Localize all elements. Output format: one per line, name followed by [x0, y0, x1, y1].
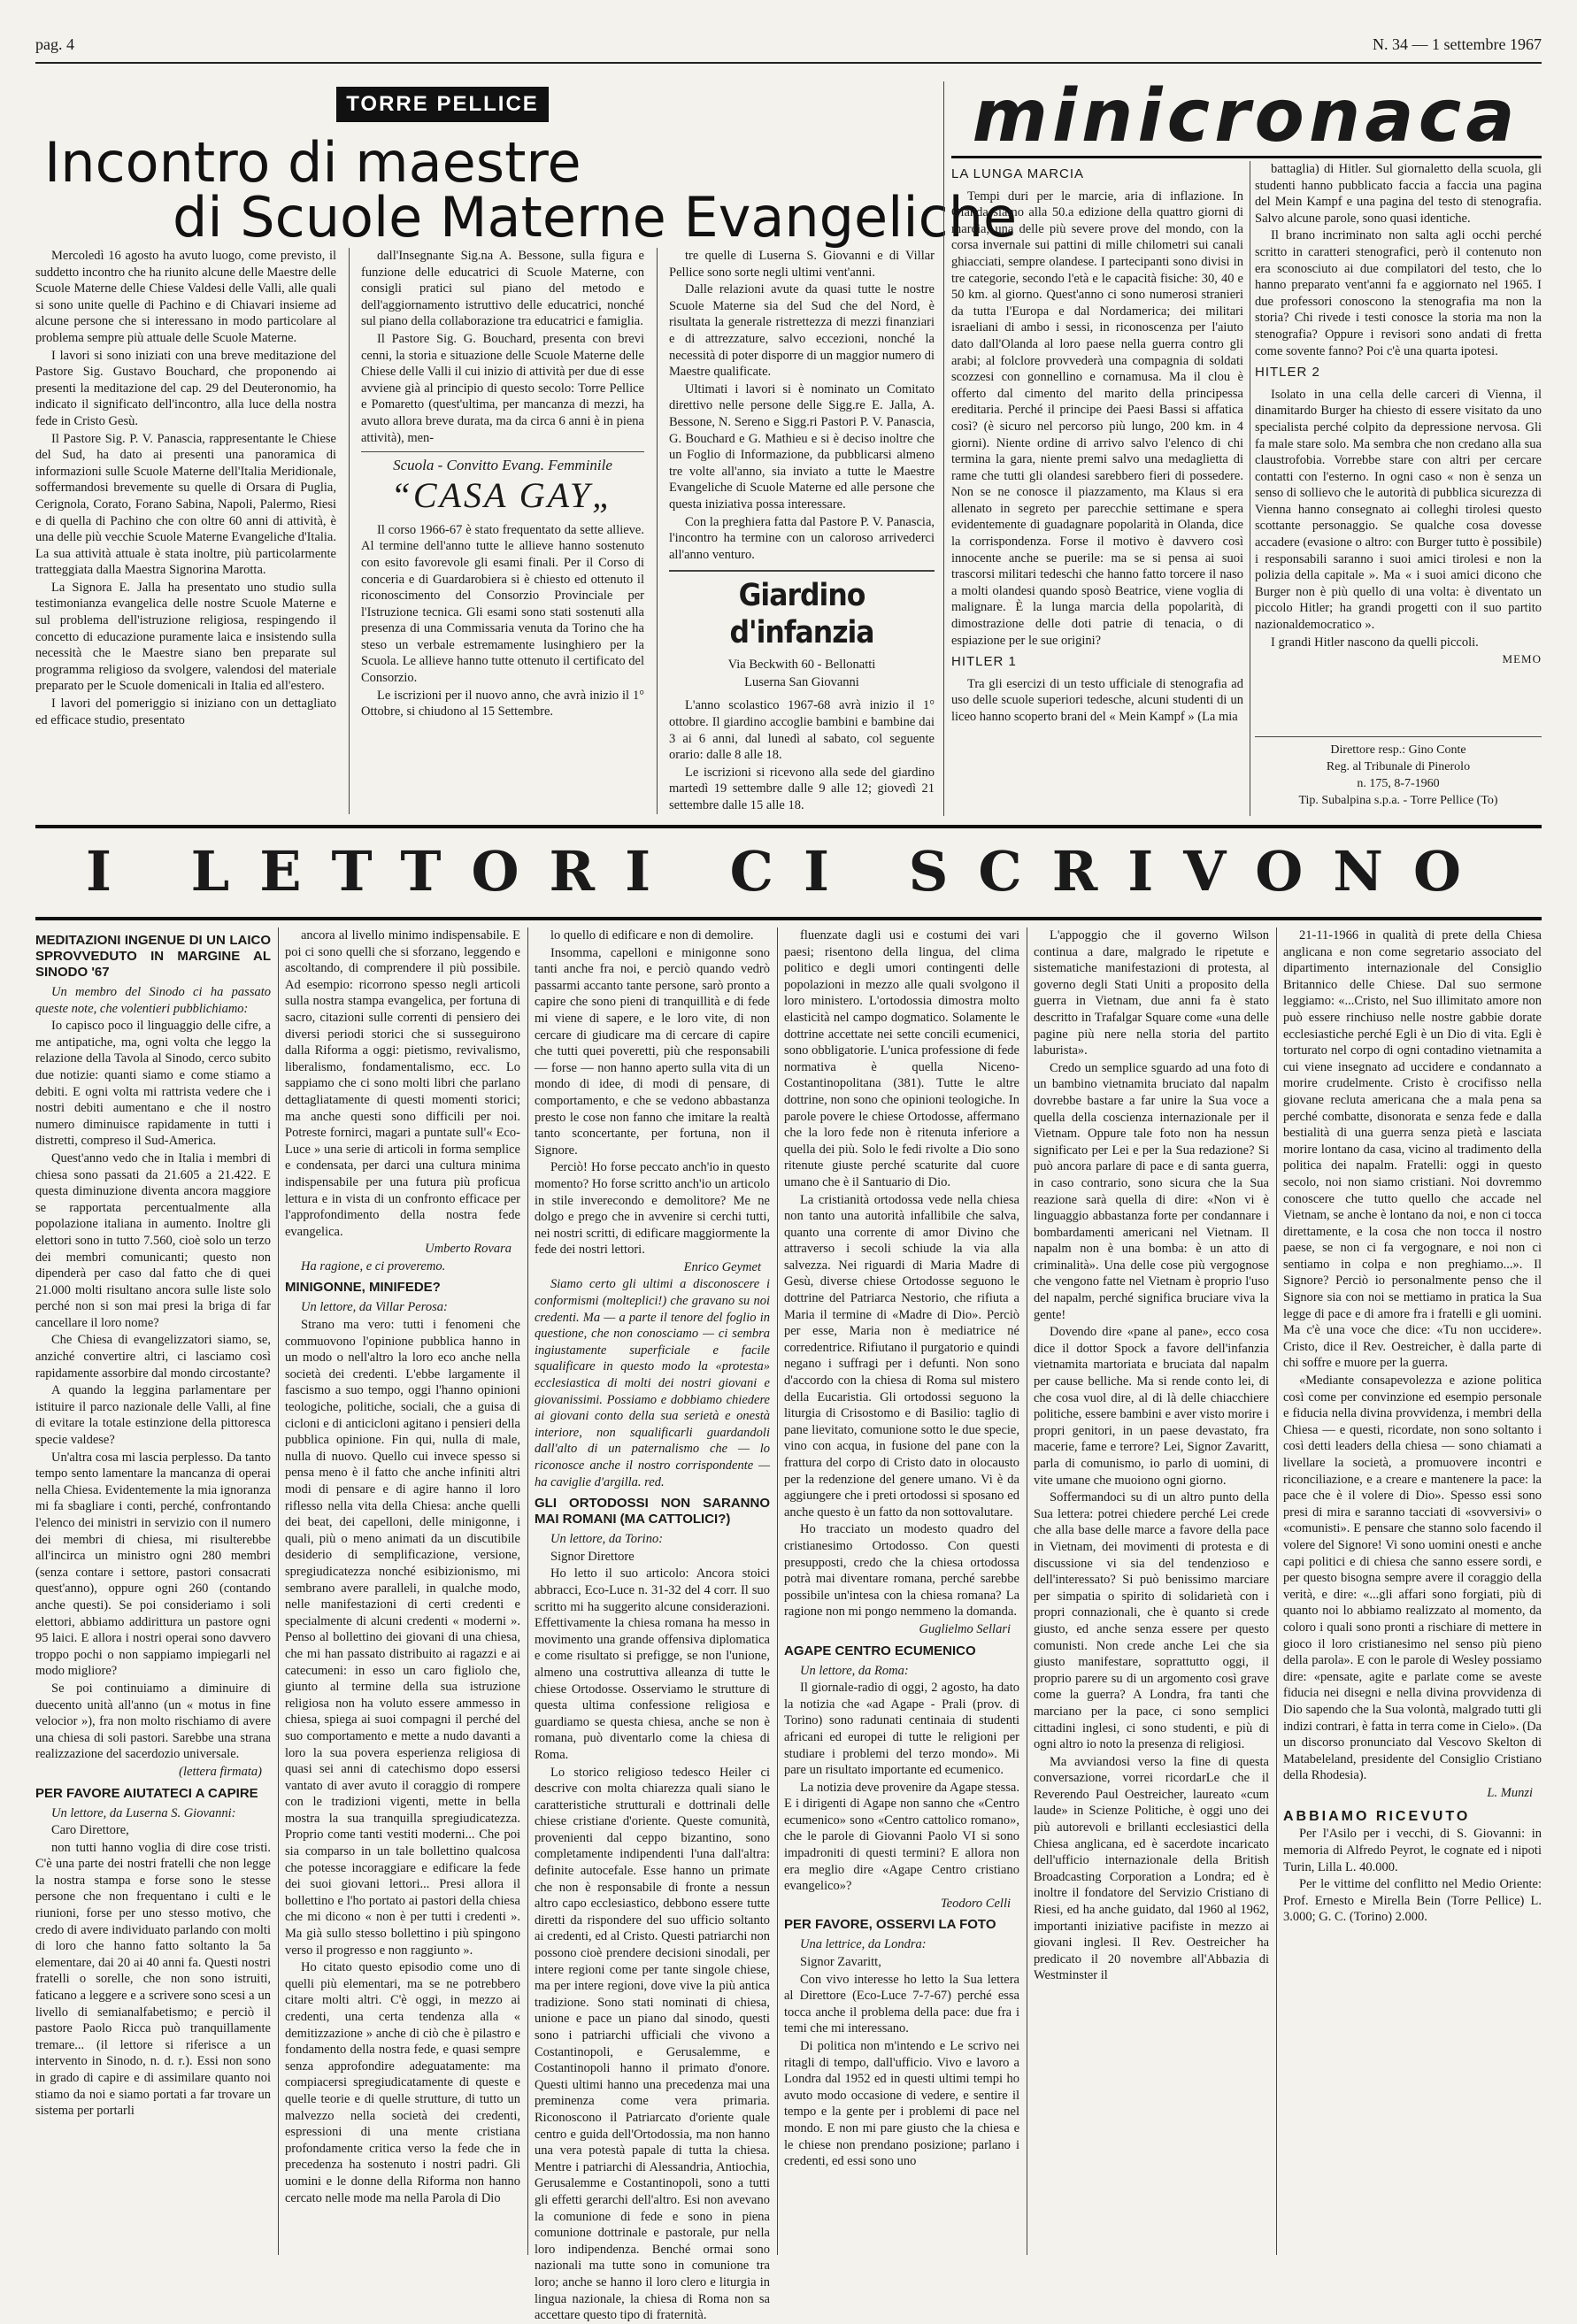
scuola-subhead: Scuola - Convitto Evang. Femminile: [393, 457, 612, 474]
box-rule: [361, 451, 644, 452]
minicronaca-paragraph: Tempi duri per le marcie, aria di inflazione. In Olanda siamo alla 50.a edizione della quattro giorni di marcia, una delle più severe prove del mondo, con la corsa invernale sui pattini di mille chilometri sui canali ghiacciati, sempre olandese. I partecipanti sono divisi in tre categorie, secondo l'età e le capacità fisiche: 30, 40 e 50 km. al giorno. Quest'anno ci sono numerosi stranieri da tutta l'Europa e dal Nordamerica; dei militari israeliani di ambo i sessi, in riconoscenza per l'aiuto dato dall'Olanda al loro paese nella guerra contro gli arabi; al folclore provvederà una compagnia di soldati scozzesi con gonnellino e cornamusa. Ma il clou è offerto dal cimento del marito della principessa ereditaria. Perché il principe dei Paesi Bassi si affatica così? (è sicuro nel percorso più lungo, 200 km. in 4 giorni). Niente ordine di arrivo salvo l'elenco di chi termina la gara, niente premi salvo una medaglietta di rame che tutti gli olandesi sarebbero fieri di possedere. Non se ne conosce il piazzamento, ma Klaus si era allenato in segreto per parecchie settimane e spera evidentemente di guadagnare popolarità in Olanda, dice la corrispondenza. Forse il motivo è davvero così innocente anche se puerile: ma se si pensa ai suoi trascorsi militari tedeschi che hanno fatto torcere il naso a molti olandesi quando sposò Beatrice, viene voglia di malignare. È la lunga marcia della popolarità, di dimostrazione delle doti patrie di tenacia, o di espiazione per le sue origini?: [951, 189, 1243, 648]
article-paragraph: I lavori del pomeriggio si iniziano con un dettagliato ed efficace studio, presentato: [35, 696, 336, 727]
minicronaca-paragraph: Tra gli esercizi di un testo ufficiale di stenografia ad uso delle scuole superiori tedesche, alcuni studenti di un liceo hanno scoperto brani del « Mein Kampf » (La mia: [951, 676, 1243, 724]
minicronaca-paragraph: Isolato in una cella delle carceri di Vienna, il dinamitardo Burger ha chiesto di essere visitato da uno specialista perché colpito da depressione nervosa. Gli fa male stare solo. Ma sembra che non credano alla sua claustrofobia. Vorrebbe stare con altri per cercare contatti con l'esterno. In ogni caso « non è senza un senso di sollievo che le autorità di pubblica sicurezza di Vienna hanno consegnato ai colleghi tirolesi questo scottante personaggio. Se qualche cosa dovesse accadere (evasione o altro: con Burger tutto è possibile) i responsabili saranno i suoi amici tirolesi e non la polizia della capitale ». Ma « i suoi amici dicono che Burger non è più quello di una volta: è diventato un piccolo Hitler; ha grandi progetti con il suo partito nazionaldemocratico ».: [1255, 387, 1542, 633]
article-paragraph: Con la preghiera fatta dal Pastore P. V. Panascia, l'incontro ha termine con un caloroso arrivederci all'anno venturo.: [669, 514, 935, 562]
letter-paragraph: ancora al livello minimo indispensabile. E poi ci sono quelli che si sforzano, leggendo e ascoltando, di comprendere il più possibile. Ad esempio: ricorrono spesso negli articoli sulla nostra stampa evangelica, per fortuna di sacro, citazioni sulle correnti di pensiero dei diversi periodi storici che si susseguirono dalla Riforma a oggi: pietismo, revivalismo, liberalismo, fondamentalismo, ecc. Lo sappiamo che ci sono molti libri che parlano dettagliatamente di questi momenti storici; ma anche questi sono difficili per noi. Potreste fornirci, magari a puntate sull'« Eco-Luce » una serie di articoli in forma semplice e condensata, per darci una cultura minima indispensabile per una futura più proficua lettura e in vista di un confronto efficace per l'approfondimento della nostra fede evangelica.: [285, 928, 520, 1239]
letter-paragraph: Per l'Asilo per i vecchi, di S. Giovanni: in memoria di Alfredo Peyrot, le cognate ed i nipoti Turin, Lilla L. 40.000.: [1283, 1827, 1542, 1874]
letter-paragraph: lo quello di edificare e non di demolire.: [550, 928, 754, 943]
letter-intro: Un lettore, da Roma:: [800, 1663, 909, 1678]
lead-column-1: [35, 248, 336, 814]
article-paragraph: Il Pastore Sig. P. V. Panascia, rappresentante le Chiese del Sud, ha dato ai presenti una panoramica di informazioni sulle Scuole Materne dell'Italia Meridionale, soffermandosi brevemente su quelle di Orsara di Puglia, Cerignola, Corato, Forano Sabina, Napoli, Palermo, Riesi e di quella di Pachino che con oltre 60 anni di attività, è una delle più vecchie Scuole Materne Evangeliche d'Italia. La sua attività attuale è stata inoltre, più particolarmente tratteggiata dalla Maestra Signorina Marotta.: [35, 431, 336, 578]
article-paragraph: Il Pastore Sig. G. Bouchard, presenta con brevi cenni, la storia e situazione delle Scuole Materne delle Chiese delle Valli il cui inizio di attività per due di esse avviene già al principio di questo secolo: Torre Pellice e Pomaretto (quest'ultima, per mancanza di mezzi, ha avuto allora breve durata, ma da circa 6 anni è in piena attività), men-: [361, 331, 644, 445]
casa-gay-paragraph: Il corso 1966-67 è stato frequentato da sette allieve. Al termine dell'anno tutte le allieve hanno sostenuto con esito favorevole gli esami finali. Per il Corso di conceria e di Guardarobiera si è chiesto ed ottenuto il riconoscimento del Consorzio Provinciale per l'Istruzione tecnica. Gli esami sono stati sostenuti alla presenza di una Commissaria venuta da Torino che ha steso un verbale estremamente lusinghiero per la Scuola. Le allieve hanno tutte ottenuto il certificato del Consorzio.: [361, 522, 644, 686]
lunga-marcia-title: LA LUNGA MARCIA: [951, 166, 1085, 181]
letter-intro: Un lettore, da Villar Perosa:: [301, 1300, 448, 1315]
letter-headline: MEDITAZIONI INGENUE DI UN LAICO SPROVVEDUTO IN MARGINE AL SINODO '67: [35, 933, 271, 980]
letter-signature: Guglielmo Sellari: [919, 1621, 1011, 1636]
letters-column-2: [285, 927, 520, 2255]
letters-column-3: [535, 927, 770, 2323]
letter-paragraph: Che Chiesa di evangelizzatori siamo, se, anziché convertire altri, ci lasciamo così rapidamente assorbire dal mondo circostante?: [35, 1333, 271, 1381]
hitler1-title: HITLER 1: [951, 654, 1017, 670]
article-paragraph: dall'Insegnante Sig.na A. Bessone, sulla figura e funzione delle educatrici di Scuole Materne, con consigli pratici sul piano del metodo e dell'aggiornamento istruttivo delle educatrici, nonché sul piano della collaborazione tra educatrici e famiglia.: [361, 249, 644, 329]
letters-column-6: [1283, 927, 1542, 2255]
letter-paragraph: Il giornale-radio di oggi, 2 agosto, ha dato la notizia che «ad Agape - Prali (prov. di Torino) sono radunati centinaia di studenti africani ed europei di tutte le religioni per studiare i problemi del terzo mondo». Mi pare un risultato importante ed ecumenico.: [784, 1681, 1019, 1778]
letter-intro: Un lettore, da Luserna S. Giovanni:: [51, 1805, 236, 1820]
letter-headline: GLI ORTODOSSI NON SARANNO MAI ROMANI (MA CATTOLICI?): [535, 1496, 770, 1528]
casa-gay-paragraph: Le iscrizioni per il nuovo anno, che avrà inizio il 1° Ottobre, si chiudono al 15 Settembre.: [361, 688, 644, 720]
letter-paragraph: Ho citato questo episodio come uno di quelli più elementari, ma se ne potrebbero citare molti altri. C'è oggi, in mezzo ai credenti, una certa tendenza alla « demitizzazione » anche di ciò che è pilastro e fondamento della nostra fede, e quasi sempre senza approfondire adeguatamente: ma compiacersi spregiudicatamente di queste e quelle teorie e di quelle strutture, di tutto un malvezzo nella società dei credenti, espressioni di una mente cristiana profondamente critica verso la fede che in precedenza ha sostenuto i nostri padri. Gli uomini e le donne della Riforma non hanno cercato nelle mode ma nella Parola di Dio: [285, 1960, 520, 2205]
column-divider: [278, 927, 279, 2255]
column-divider: [943, 81, 944, 816]
letter-intro: Ha ragione, e ci proveremo.: [301, 1258, 446, 1274]
letter-paragraph: Lo storico religioso tedesco Heiler ci descrive con molta chiarezza quali siano le caratteristiche strutturali e dottrinali delle chiese cristiane d'oriente. Queste comunità, provenienti dal ceppo bizantino, sono completamente indipendenti l'una dall'altra: definite autocefale. Esse hanno un primate che non è responsabile di fronte a nessun altro capo ecclesiastico, debbono essere tutte diretti da rispondere del suo ufficio soltanto ai credenti, ed al Cristo. Questi patriarchi non possono cioè prendere decisioni sinodali, per intere regioni come per tante singole chiese, ma per intere regioni, dove vive la più antica tradizione. Sono stati nominati di chiesa, unione e pace un piano dal sinodo, questi sono i patriarchi ufficiali che vivono a Costantinopoli, e Gerusalemme, e Costantinopoli hanno il primato d'onore. Questi ultimi hanno una precedenza mai una preminenza come vera primaria. Riconoscono il Patriarcato d'oriente quale centro e guida dell'Ortodossia, ma non hanno una vera potestà papale di tutta la chiesa. Mentre i patriarchi di Alessandria, Antiochia, Gerusalemme e Costantinopoli, sono a tutti gli effetti gerarchi dell'altro. Esi non avevano la comunione di fede e sono in piena comunione dottrinale e pastorale, pur nella loro indipendenza. Benché ormai sono nazionali ma tutte sono in comunione tra loro; anche se hanno il loro clero e liturgia in lingua nazionale, la chiesa di Roma non sa accettare questo tipo di fraternità.: [535, 1765, 770, 2323]
page-number: pag. 4: [35, 35, 74, 53]
letter-paragraph: Io capisco poco il linguaggio delle cifre, a me antipatiche, ma, ogni volta che leggo la relazione della Tavola al Sinodo, cerco subito due notizie: quanti siamo e come stiamo a debiti. E ogni volta mi rattrista vedere che i nostri debiti aumentano e che il nostro numero diminuisce rapidamente in tutti i distretti, compreso il Sud-America.: [35, 1019, 271, 1149]
letters-column-1: [35, 927, 271, 2255]
imprint-registration: Reg. al Tribunale di Pinerolo: [1326, 760, 1471, 773]
abbiamo-ricevuto-heading: ABBIAMO RICEVUTO: [1283, 1809, 1471, 1825]
article-paragraph: La Signora E. Jalla ha presentato uno studio sulla testimonianza evangelica delle nostre Scuole Materne e sul problema dell'istruzione religiosa, respingendo il concetto di educazione puramente laica e insistendo sulla necessità che le Maestre siano ben preparate sul programma religioso da svolgere, valendosi del materiale preparato per le Scuole domenicali in Italia ed all'estero.: [35, 580, 336, 694]
imprint-number: n. 175, 8-7-1960: [1357, 777, 1440, 790]
letter-paragraph: Ma avviandosi verso la fine di questa conversazione, vorrei ricordarLe che il Reverendo Paul Oestreicher, laureato «cum laude» in Scienze Politiche, è oggi uno dei più autorevoli e brillanti ecclesiastici della Chiesa anglicana, ed è sacerdote incaricato dell'ufficio internazionale della British Broadcasting Corporation a Londra; ed è inoltre il fondatore del Servizio Cristiano di Riesi, ed ha anche guidato, dal 1960 al 1962, importanti iniziative pacifiste in mezzo ai giovani inglesi. Il Rev. Oestreicher ha predicato il 20 novembre all'Abbazia di Westminster il: [1034, 1754, 1269, 1983]
minicronaca-column-1: [951, 161, 1243, 816]
letter-intro: Siamo certo gli ultimi a disconoscere i conformismi (molteplici!) che gravano su noi credenti. Ma — a parte il tenore del foglio in questione, che non conosciamo — ci sembra ingiustamente superficiale e facile squalificare in questo modo la «protesta» ecclesiastica di molti dei nostri giovani e giovanissimi. Possiamo e dobbiamo chiedere ai giovani conto della sua serietà e onestà interiore, non squalificarli guardandoli dall'alto di un paternalismo che — lo riconosce anche il nostro corrispondente — ha caviglie d'argilla. red.: [535, 1277, 770, 1489]
letter-paragraph: Signor Direttore: [550, 1549, 635, 1564]
column-divider: [657, 248, 658, 814]
article-paragraph: I lavori si sono iniziati con una breve meditazione del Pastore Sig. Gustavo Bouchard, che proponendo ai presenti la meditazione del cap. 29 del Deuteronomio, ha indicato il significato dell'incontro, alla luce della nostra fede in Cristo Gesù.: [35, 348, 336, 428]
giardino-paragraph: Le iscrizioni si ricevono alla sede del giardino martedì 19 settembre dalle 9 alle 12; giovedì 21 settembre dalle 15 alle 18.: [669, 765, 935, 813]
letter-paragraph: Soffermandoci su di un altro punto della Sua lettera: potrei chiedere perché Lei crede che alla base delle marce a favore della pace in Vietnam, dei movimenti di protesta e di discussione vi sia del tendenzioso e dell'interessato? Si può benissimo marciare per simpatia o spirito di solidarietà con i propri connazionali, che è quanto si crede giusto, ed anche senza essere per questo comunisti. Non crede anche Lei che sia giusto manifestare, soprattutto oggi, il proprio parere su di un argomento così grave come la guerra? A Londra, fra tanti che marciano per la pace, ci sono semplici cittadini inglesi, ci sono studenti, e più di ogni altro io noto la presenza di religiosi.: [1034, 1490, 1269, 1752]
headline-line1: Incontro di maestre: [44, 130, 581, 195]
letter-paragraph: La notizia deve provenire da Agape stessa. E i dirigenti di Agape non sanno che «Centro ecumenico» sono «Centro cattolico romano», che le parole di Giovanni Paolo VI si sono impadroniti di questi termini? E allora non era meglio dire «Agape Centro cristiano evangelico»?: [784, 1780, 1019, 1894]
letter-paragraph: Per le vittime del conflitto nel Medio Oriente: Prof. Ernesto e Mirella Bein (Torre Pellice) L. 3.000; G. C. (Torino) 2.000.: [1283, 1877, 1542, 1925]
letter-paragraph: Se poi continuiamo a diminuire di duecento unità all'anno (un « motus in fine velocior »), fra non molto rischiamo di avere una chiesa di soli pastori. Sarebbe una strana realizzazione del sacerdozio universale.: [35, 1681, 271, 1762]
lead-column-2: [361, 248, 644, 814]
letters-column-5: [1034, 927, 1269, 2255]
box-rule: [669, 570, 935, 572]
letter-paragraph: Ho tracciato un modesto quadro del cristianesimo Ortodosso. Con questi presupposti, credo che la chiesa ortodossa potrà mai diventare romana, perché sarebbe possibile un'intesa con la chiesa romana? La ragione non mi pongo nemmeno la domanda.: [784, 1522, 1019, 1620]
giardino-title: Giardino d'infanzia: [729, 578, 874, 651]
letter-paragraph: Un'altra cosa mi lascia perplesso. Da tanto tempo sento lamentare la mancanza di operai nella Chiesa. Evidentemente la mia ignoranza mi fa sbagliare i conti, perché, confrontando l'elenco dei ministri in servizio con il numero dei membri di chiesa, mi risulterebbe all'incirca un ministro ogni 280 membri (senza contare i settore, pastori consacrati quest'anno), oppure ogni 260 (contando anche questi). Se poi consideriamo i soli elettori, abbiamo addirittura un pastore ogni 95 laici. E allora i nostri operai sono davvero troppo pochi o non sappiamo impiegarli nel modo migliore?: [35, 1450, 271, 1679]
article-paragraph: Ultimati i lavori si è nominato un Comitato direttivo nelle persone delle Sigg.re E. Jalla, A. Bessone, N. Sereno e Sigg.ri Pastori P. V. Panascia, G. Bouchard e G. Mathieu e si è deciso inoltre che un Foglio di Informazione, da pubblicarsi almeno tre volte all'anno, sia inviato a tutte le Maestre Evangeliche di Scuole Materne ed alle persone che questa iniziativa possa interessare.: [669, 381, 935, 512]
letter-signature: Teodoro Celli: [940, 1896, 1011, 1911]
column-divider: [349, 248, 350, 814]
letter-signature: Umberto Rovara: [425, 1242, 512, 1257]
letters-banner: [35, 825, 1542, 920]
letter-paragraph: Caro Direttore,: [51, 1823, 129, 1838]
imprint: [1255, 742, 1542, 809]
minicronaca-title: minicronaca: [972, 74, 1519, 158]
minicronaca-rule: [951, 156, 1542, 158]
top-rule: [35, 62, 1542, 64]
imprint-director: Direttore resp.: Gino Conte: [1330, 743, 1466, 757]
giardino-address: Via Beckwith 60 - Bellonatti: [727, 658, 876, 673]
letter-paragraph: Di politica non m'intendo e Le scrivo nei ritagli di tempo, dall'ufficio. Vivo e lavoro a Londra dal 1952 ed in questi ultimi tempi ho avuto modo occasione di vedere, e sentire il tempo e la gente per i problemi di pace nel mondo. E non mi pare giusto che la chiesa e le chiese non prendano posizione; parlano i credenti, ed essi sono uno: [784, 2039, 1019, 2169]
letter-paragraph: Credo un semplice sguardo ad una foto di un bambino vietnamita bruciato dal napalm dovrebbe bastare a far unire la Sua voce a quella della coscienza internazionale per il Vietnam. Oppure tale foto non ha nessun significato per Lei e per la Sua redazione? Si può ancora parlare di pace e di santa guerra, in caso contrario, sono sicura che la Sua reazione sarà quella di dire: «Non vi è linguaggio abbastanza forte per condannare i bombardamenti americani nel Vietnam. Il napalm non è una bomba: è un atto di criminalità». Una delle cose più vergognose che vengono fatte nel Vietnam è proprio l'uso del napalm, perché significa bruciare viva la gente!: [1034, 1060, 1269, 1322]
letter-intro: Un lettore, da Torino:: [550, 1532, 664, 1547]
giardino-address-town: Luserna San Giovanni: [744, 674, 859, 689]
letter-paragraph: A quando la leggina parlamentare per istituire il parco nazionale delle Valli, al fine di evitare la totale estinzione della pittoresca specie valdese?: [35, 1383, 271, 1448]
letter-signature: Enrico Geymet: [683, 1259, 761, 1274]
letter-paragraph: Ho letto il suo articolo: Ancora stoici abbracci, Eco-Luce n. 31-32 del 4 corr. Il suo scritto mi ha suggerito alcune considerazioni. Effettivamente la chiesa romana ha messo in movimento una grande offensiva diplomatica e come risultato si prefigge, se non l'unione, almeno una costruttiva alleanza di tutte le chiese Ortodosse. Osserviamo le strutture di questa ultima confessione religiosa e guardiamo se questa chiesa, anche se non è romana, può diventarlo come la chiesa di Roma.: [535, 1566, 770, 1762]
section-kicker: TORRE PELLICE: [336, 87, 549, 122]
casa-gay-title: “CASA GAY„: [390, 474, 615, 515]
letter-paragraph: Dovendo dire «pane al pane», ecco cosa dice il dottor Spock a favore dell'infanzia vietnamita martoriata e bruciata dal napalm per cause belliche. Ma si rende conto lei, di che cosa vuol dire, al di là delle chiacchiere politiche, essere bambini e aver visto morire i propri genitori, in un paese devastato, fra macerie, fame e terrore? Lei, Signor Zavaritt, parla di comunismo, io parlo di uomini, di vite umane che muoiono ogni giorno.: [1034, 1325, 1269, 1488]
letter-paragraph: La cristianità ortodossa vede nella chiesa non tanto una autorità infallibile che salva, quanto una corrente di amor Divino che attraverso i secoli schiude la via alla salvezza. Nei riguardi di Maria Madre di Gesù, diverse chiese Ortodosse seguono le dottrine del Patriarca Nestorio, che rifiuta a Maria il termine di «Madre di Dio». Perciò per esse, Maria non è mediatrice né corredentrice. Rifiutano il purgatorio e quindi negano i suffragi per i defunti. Non sono d'accordo con la chiesa di Roma sul mistero della Eucaristia. Gli ortodossi seguono la liturgia di Crisostomo e di Basilio: taglio di pane lievitato, comunione sotto le due specie, vino con acqua, in fusione del pane con la frattura del corpo di Cristo dato in olocausto per la redenzione del genere umano. Vi è da aggiungere che i preti ortodossi si sposano ed anche questo è un fatto da non sottovalutare.: [784, 1192, 1019, 1520]
imprint-printer: Tip. Subalpina s.p.a. - Torre Pellice (To): [1298, 794, 1498, 807]
minicronaca-paragraph: Il brano incriminato non salta agli occhi perché scritto in caratteri stenografici, però il contenuto non era sconosciuto ai due compilatori del testo, che lo hanno preparato vent'anni fa e aggiornato nel 1965. I due professori conoscono la stenografia ma non la storia? Chi rivede i testi conosce la storia ma non la stenografia? Oppure i revisori sono andati di fretta come sovente fanno? Poi c'è una quarta ipotesi.: [1255, 228, 1542, 358]
letter-paragraph: Signor Zavaritt,: [800, 1955, 881, 1970]
giardino-paragraph: L'anno scolastico 1967-68 avrà inizio il 1° ottobre. Il giardino accoglie bambini e bambine dai 3 ai 6 anni, dal lunedì al sabato, col seguente orario: dalle 8 alle 18.: [669, 698, 935, 763]
headline-line2: di Scuole Materne Evangeliche: [173, 185, 1018, 250]
article-paragraph: tre quelle di Luserna S. Giovanni e di Villar Pellice sono sorte negli ultimi vent'anni.: [669, 249, 935, 280]
letter-paragraph: L'appoggio che il governo Wilson continua a dare, malgrado le ripetute e sistematiche manifestazioni di protesta, al governo degli Stati Uniti a proposito della guerra in Vietnam, due anni fa è stato descritto in Trafalgar Square come «una delle pagine più nere nella storia del partito laburista».: [1034, 928, 1269, 1058]
letter-headline: PER FAVORE AIUTATECI A CAPIRE: [35, 1785, 258, 1801]
minicronaca-paragraph: I grandi Hitler nascono da quelli piccoli.: [1271, 635, 1479, 650]
letter-intro: Un membro del Sinodo ci ha passato queste note, che volentieri pubblichiamo:: [35, 985, 271, 1016]
letter-paragraph: Quest'anno vedo che in Italia i membri di chiesa sono passati da 21.605 a 21.422. E questa diminuzione diventa ancora maggiore se rapportata percentualmente alla popolazione italiana in aumento. Inoltre gli elettori sono in tutto 7.560, cioè solo un terzo dei membri comunicanti; questo non dipenderà per caso dal fatto che di quei 21.000 molti risultano ancora sulle liste solo perché non si son mai presi la briga di far cancellare il loro nome?: [35, 1150, 271, 1330]
letter-paragraph: fluenzate dagli usi e costumi dei vari paesi; risentono della lingua, del clima politico e degli umori contingenti delle popolazioni in mezzo alle quali svolgono il loro ministero. L'ortodossia dimostra molto elasticità nel campo dogmatico. Solamente le dottrine accettate nei sette concili ecumenici, sono obbligatorie. L'unica professione di fede normativa è quella Niceno-Costantinopolitana (381). Tutte le altre dottrine, non sono che opinioni teologiche. In parole povere le chiese Ortodosse, affermano che la loro fede non è ritenuta inferiore a quella dei più. Solo le fedi rivolte a Dio sono ritenute giuste perché scaturite dal cuore umano che è il Santuario di Dio.: [784, 928, 1019, 1189]
article-paragraph: Dalle relazioni avute da quasi tutte le nostre Scuole Materne sia del Sud che del Nord, è risultata la generale ristrettezza di mezzi finanziari e di attrezzature, salvo eccezioni, nonché la necessità di poter disporre di un maggior numero di Maestre qualificate.: [669, 282, 935, 380]
issue-date: N. 34 — 1 settembre 1967: [1373, 35, 1542, 53]
letter-paragraph: Con vivo interesse ho letto la Sua lettera al Direttore (Eco-Luce 7-7-67) perché essa tocca anche il problema della pace: due fra i temi che mi interessano.: [784, 1972, 1019, 2036]
letter-paragraph: Strano ma vero: tutti i fenomeni che commuovono l'opinione pubblica hanno in un modo o nell'altro la loro eco anche nella società dei credenti. L'ebbe largamente il fascismo a suo tempo, oggi l'hanno opinioni teologiche, politiche, sociali, che a guisa di cicloni e di anticicloni agitano i pensieri della pubblica opinione. Fin qui, nulla di male, nulla di nuovo. Quello cui invece spesso si pensa meno è il fatto che anche infiniti altri modi di pensare e di agire hanno il loro riflesso nella vita della Chiesa: anche quelli dei beat, dei capelloni, delle minigonne, i quali, più o meno animati da un discutibile desiderio di semplificazione, versione, spregiudicatezza nonché esibizionismo, mi sembrano avere paralleli, in qualche modo, nelle manifestazioni di certi credenti e specialmente di alcuni credenti « moderni ». Penso al bollettino dei giovani di una chiesa, che mi han passato distribuito ai ragazzi e ai catecumeni: in esso un caro figliolo che, giunto al termine della sua istruzione religiosa non ha voluto essere ammesso in chiesa, spiega ai suoi compagni il perché del suo comportamento e mette a nudo davanti a loro la sua povera esperienza religiosa di quasi sei anni di catechismo dopo essersi vantato di aver avuto il coraggio di rompere con le tradizioni vigenti, mette in bella mostra la sua tranquilla spregiudicatezza. Proprio come tanti vestiti moderni... Che poi sia comparso in un tale bollettino qualcosa che potesse incoraggiare e edificare la fede dei suoi giovani lettori... Presi allora il bollettino e l'ho portato ai pastori della chiesa che mi dicono « non è per tutti i credenti ». Ma già sullo stesso bollettino i più spingono verso il progresso e non raggiunto ».: [285, 1318, 520, 1958]
letter-signature: L. Munzi: [1487, 1785, 1533, 1800]
letter-paragraph: non tutti hanno voglia di dire cose tristi. C'è una parte dei nostri fratelli che non legge la nostra stampa e forse sono le stesse persone che non frequentano i culti e le riunioni, forse per uno stesso motivo, che credo di avere individuato parlando con molti di loro che hanno fatto soltanto la 5a elementare, dai 20 ai 40 anni fa. Questi nostri fratelli o sorelle, che non sono istruiti, faticano a leggere e a scrivere sono scesi a un livello di semianalfabetismo; e perciò il pastore Paolo Ricca può tranquillamente tremare... (il lettore si riferisce a un intervento in Sinodo, n. d. r.). Essi non sono in grado di capire e di assimilare quanto noi stiamo da noi e siamo portati a far trovare un sistema per portarli: [35, 1840, 271, 2119]
minicronaca-paragraph: battaglia) di Hitler. Sul giornaletto della scuola, gli studenti hanno pubblicato faccia a faccia una pagina del Mein Kampf e una pagina del testo di stenografia. Salvo alcune parole, sono quasi identiche.: [1255, 162, 1542, 226]
imprint-rule: [1255, 736, 1542, 737]
letter-paragraph: Perciò! Ho forse peccato anch'io in questo momento? Ho forse scritto anch'io un articolo in stile inverecondo e demolitore? Me ne dolgo e prego che in avvenire si cerchi tutti, nei nostri scritti, di edificare maggiormente la fede dei nostri lettori.: [535, 1160, 770, 1258]
letter-paragraph: «Mediante consapevolezza e azione politica così come per convinzione ed esempio personale e fiducia nella divina provvidenza, i membri della Chiesa — e questi, ricordate, non sono soltanto i così detti leaders della chiesa — sono chiamati a livellare la società, a promuovere incontri e riconciliazione, e a creare e mantenere la pace: la pace che è il volere di Dio». Spesso essi sono presi di mira e saranno tacciati di «sovversivi» o «comunisti». E pensare che stanno solo facendo il volere del Signore! Vi sono uomini onesti e anche capi politici e di chiesa che sanno essere sordi, e per questo bisogna sempre avere il coraggio della verità, e dire: «...gli affari sono forgiati, più di quanto noi lo abbiamo realizzato al momento, da coloro i quali sono pronti a rischiare di mettere in gioco il loro cristianesimo nel senso più pieno della parola». E con le parole di Wesley possiamo dire: «pensate, agite e parlate come se aveste fiducia nei disegni e nella divina provvidenza di Dio sapendo che la Sua volontà, malgrado tutti gli indizi contrari, è fatta in terra come in Cielo». (Da un discorso pronunciato dal Vescovo Skelton di Matabeleland, presidente del Consiglio Cristiano della Rhodesia).: [1283, 1374, 1542, 1783]
letter-signature: (lettera firmata): [179, 1764, 262, 1779]
hitler2-title: HITLER 2: [1255, 365, 1320, 381]
column-divider: [777, 927, 778, 2255]
letter-paragraph: 21-11-1966 in qualità di prete della Chiesa anglicana e non come segretario associato del dipartimento internazionale del Consiglio Britannico delle Chiese. Dal suo sermone leggiamo: «...Cristo, nel Suo illimitato amore non può essere rinchiuso nelle nostre gabbie dorate ecclesiastiche perché Egli è un Dio di vita. Egli è torturato nel corpo di ogni contadino vietnamita a cui viene insegnato ad uccidere e condannato a morire crudelmente. Cristo è crocifisso nella giovane recluta americana che a mala pena sa perché combatte, disonorata e senza fede e dalla bestialità di una guerra senza pietà e lasciata morire lontano da casa, vicino al tradimento della politica dei napalm. Fratelli: oggi in questo secolo, noi non siamo cristiani. Noi dovremmo conoscere che tutto quello che accade nel Vietnam, se anche è lontano da noi, e non ci tocca direttamente, e la cosa che non tocca il nostro paese, se non ci fa vergognare, e noi non ci sentiamo in colpa e non preghiamo...». Il Signore? Perciò io personalmente penso che il Signore sia con noi se mettiamo in pratica la Sua legge di pace e di amore fra i fratelli e gli uomini. Ma c'è una voce che dice: «Tu non uccidere». Cristo, dice il Rev. Oestreicher, è dalla parte di chi soffre e muore per la guerra.: [1283, 928, 1542, 1371]
letter-intro: Una lettrice, da Londra:: [800, 1937, 927, 1952]
letter-headline: PER FAVORE, OSSERVI LA FOTO: [784, 1917, 996, 1933]
letter-paragraph: Insomma, capelloni e minigonne sono tanti anche fra noi, e perciò quando vedrò passarmi accanto tante persone, sarò pronto a capire che sono pieni di tranquillità e di fede mi viene di sapere, e le loro vite, di non cercare di giudicare ma di cercare di capire che tutti quei poveretti, più che responsabili — forse — non hanno aperto sulla vita di un mondo di idee, di modi di pensare, di comportamento, e che se vedono abbastanza presto le cose non fanno che imitare la realtà tanto sconcertante, per fortuna, non il Signore.: [535, 945, 770, 1158]
article-paragraph: Mercoledì 16 agosto ha avuto luogo, come previsto, il suddetto incontro che ha riunito alcune delle Maestre delle Scuole Materne delle Chiese Valdesi delle Valli, alle quali si sono unite quelle di Pachino e di Chiavari insieme ad alcune persone che si interessano in modo particolare al problema sempre più attuale delle Scuole Materne.: [35, 249, 336, 345]
letter-headline: MINIGONNE, MINIFEDE?: [285, 1280, 441, 1296]
memo-signature: MEMO: [1502, 652, 1542, 666]
letter-headline: AGAPE CENTRO ECUMENICO: [784, 1643, 976, 1658]
minicronaca-column-2: [1255, 161, 1542, 692]
letters-column-4: [784, 927, 1019, 2255]
letters-banner-title: I LETTORI CI SCRIVONO: [86, 839, 1491, 904]
column-divider: [527, 927, 528, 2255]
lead-column-3: [669, 248, 935, 814]
column-divider: [1276, 927, 1277, 2255]
